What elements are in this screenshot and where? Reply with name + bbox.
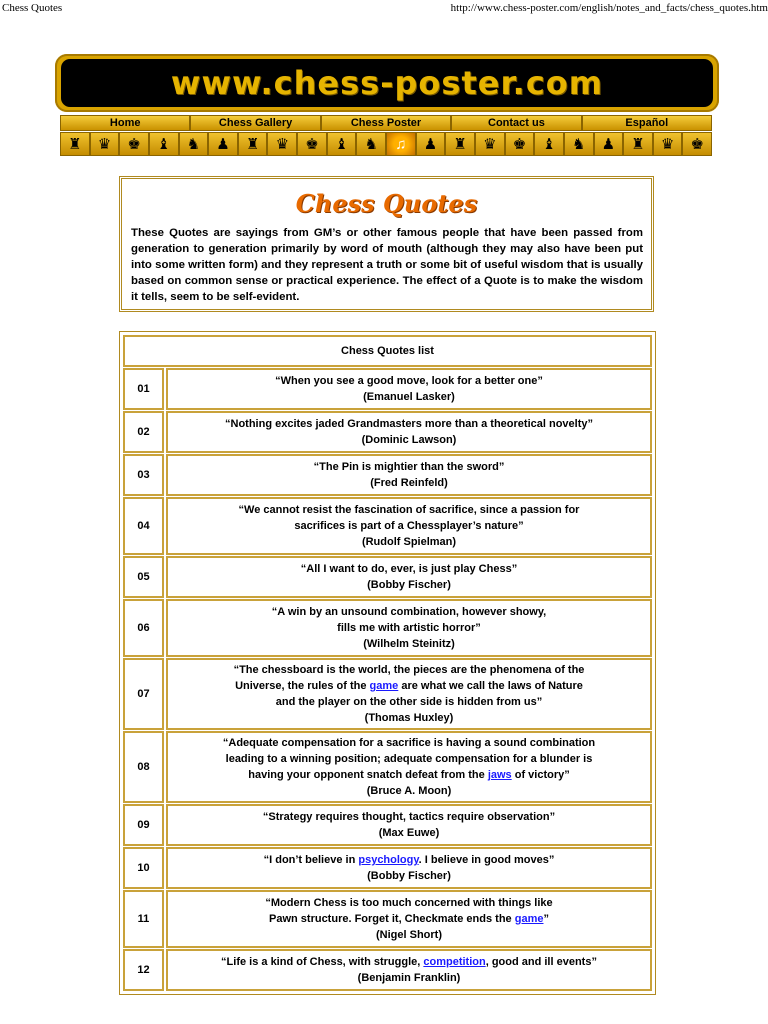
- quote-line-before: having your opponent snatch defeat from the: [248, 769, 488, 781]
- quote-row: [123, 804, 652, 846]
- quote-link[interactable]: competition: [423, 956, 486, 968]
- quote-row: [123, 556, 652, 598]
- quote-line-before: “Life is a kind of Chess, with struggle,: [221, 956, 424, 968]
- quote-link[interactable]: psychology: [358, 854, 419, 866]
- quote-text: [166, 949, 652, 991]
- chess-piece-icon[interactable]: ♛: [267, 132, 297, 156]
- quote-line-after: ”: [543, 913, 549, 925]
- quote-row: [123, 949, 652, 991]
- quote-text: [166, 556, 652, 598]
- quote-line-after: are what we call the laws of Nature: [398, 680, 583, 692]
- quote-line: [221, 954, 597, 970]
- quote-author: (Bruce A. Moon): [366, 785, 452, 797]
- chess-piece-icon[interactable]: ♞: [564, 132, 594, 156]
- quote-number: 02: [123, 411, 164, 453]
- chess-piece-icon[interactable]: ♟: [594, 132, 624, 156]
- quote-line: [248, 767, 570, 783]
- chess-piece-icon[interactable]: ♛: [475, 132, 505, 156]
- quote-number: 07: [123, 658, 164, 730]
- quote-text: [166, 890, 652, 948]
- page-title: Chess Quotes: [2, 2, 63, 14]
- quote-row: [123, 890, 652, 948]
- quote-line-before: Pawn structure. Forget it, Checkmate ends the: [269, 913, 515, 925]
- quote-text: [166, 497, 652, 555]
- quote-author: (Rudolf Spielman): [361, 536, 457, 548]
- quote-row: [123, 368, 652, 410]
- nav-chess-poster[interactable]: Chess Poster: [321, 115, 451, 131]
- quote-number: 10: [123, 847, 164, 889]
- quote-line: “Modern Chess is too much concerned with things like: [265, 897, 553, 909]
- quote-row: [123, 411, 652, 453]
- nav-home[interactable]: Home: [60, 115, 190, 131]
- quote-text: [166, 368, 652, 410]
- quote-line: “The Pin is mightier than the sword”: [313, 461, 505, 473]
- quote-author: (Benjamin Franklin): [357, 972, 461, 984]
- chess-piece-icon[interactable]: ♚: [119, 132, 149, 156]
- quote-text: [166, 658, 652, 730]
- quote-line: fills me with artistic horror”: [337, 622, 481, 634]
- intro-box: [119, 176, 654, 312]
- quote-number: 04: [123, 497, 164, 555]
- chess-piece-icon[interactable]: ♜: [238, 132, 268, 156]
- quote-text: [166, 411, 652, 453]
- quote-link[interactable]: jaws: [487, 769, 512, 781]
- quote-row: [123, 454, 652, 496]
- quotes-rows: [122, 368, 653, 991]
- quote-number: 11: [123, 890, 164, 948]
- chess-piece-icon[interactable]: ♜: [445, 132, 475, 156]
- chess-piece-icon[interactable]: ♚: [682, 132, 712, 156]
- quote-author: (Nigel Short): [376, 929, 442, 941]
- quote-author: (Bobby Fischer): [367, 579, 451, 591]
- quote-text: [166, 454, 652, 496]
- quote-author: (Dominic Lawson): [361, 434, 457, 446]
- page-url: http://www.chess-poster.com/english/notes_and_facts/chess_quotes.htm: [450, 2, 768, 14]
- quote-number: 03: [123, 454, 164, 496]
- quote-author: (Fred Reinfeld): [370, 477, 448, 489]
- quote-line: [269, 911, 549, 927]
- quote-line: “A win by an unsound combination, however showy,: [271, 606, 547, 618]
- nav-contact-us[interactable]: Contact us: [451, 115, 581, 131]
- quote-author: (Bobby Fischer): [367, 870, 451, 882]
- banner-inner: [61, 59, 713, 107]
- chess-piece-bar: [60, 132, 712, 156]
- quote-author: (Max Euwe): [378, 827, 440, 839]
- quote-number: 09: [123, 804, 164, 846]
- quote-line: “Strategy requires thought, tactics require observation”: [262, 811, 556, 823]
- chess-piece-icon[interactable]: ♜: [623, 132, 653, 156]
- quote-line: sacrifices is part of a Chessplayer’s nature”: [294, 520, 524, 532]
- chess-piece-icon[interactable]: ♛: [90, 132, 120, 156]
- chess-piece-icon[interactable]: ♝: [149, 132, 179, 156]
- music-icon[interactable]: ♫: [386, 132, 416, 156]
- browser-header: [0, 0, 768, 18]
- quote-line: leading to a winning position; adequate compensation for a blunder is: [225, 753, 593, 765]
- quote-line: “Adequate compensation for a sacrifice is having a sound combination: [222, 737, 596, 749]
- site-banner[interactable]: [55, 54, 719, 112]
- quote-line: “Nothing excites jaded Grandmasters more than a theoretical novelty”: [225, 418, 593, 430]
- quote-row: [123, 497, 652, 555]
- chess-piece-icon[interactable]: ♝: [534, 132, 564, 156]
- main-nav: [60, 115, 712, 131]
- quote-number: 08: [123, 731, 164, 803]
- quote-row: [123, 731, 652, 803]
- chess-piece-icon[interactable]: ♛: [653, 132, 683, 156]
- quote-text: [166, 599, 652, 657]
- quote-text: [166, 804, 652, 846]
- quote-row: [123, 599, 652, 657]
- quote-line-before: “I don’t believe in: [263, 854, 359, 866]
- chess-piece-icon[interactable]: ♟: [416, 132, 446, 156]
- quote-row: [123, 658, 652, 730]
- intro-text: These Quotes are sayings from GM’s or other famous people that have been passed from generation to generation primarily by word of mouth (although they may also have been put into some written form) and they represent a truth or some bit of useful wisdom that is usually based on common sense or practical experience. The effect of a Quote is to make the wisdom it tells, seem to be self-evident.: [131, 227, 643, 303]
- quote-text: [166, 731, 652, 803]
- quote-number: 05: [123, 556, 164, 598]
- quote-line: “When you see a good move, look for a better one”: [275, 375, 543, 387]
- nav-espanol[interactable]: Español: [582, 115, 712, 131]
- quote-line: [235, 678, 583, 694]
- nav-chess-gallery[interactable]: Chess Gallery: [190, 115, 320, 131]
- chess-piece-icon[interactable]: ♞: [356, 132, 386, 156]
- quotes-header: Chess Quotes list: [123, 335, 652, 367]
- chess-piece-icon[interactable]: ♟: [208, 132, 238, 156]
- quote-link[interactable]: game: [514, 913, 544, 925]
- quote-line-after: of victory”: [511, 769, 570, 781]
- chess-piece-icon[interactable]: ♞: [179, 132, 209, 156]
- quote-author: (Emanuel Lasker): [363, 391, 455, 403]
- chess-piece-icon[interactable]: ♝: [327, 132, 357, 156]
- quote-number: 12: [123, 949, 164, 991]
- intro-title: Chess Quotes: [295, 189, 478, 218]
- quote-line: and the player on the other side is hidden from us”: [275, 696, 543, 708]
- quote-author: (Wilhelm Steinitz): [363, 638, 455, 650]
- quote-line: “We cannot resist the fascination of sacrifice, since a passion for: [238, 504, 580, 516]
- quotes-table: [119, 331, 656, 995]
- quote-line-after: , good and ill events”: [485, 956, 597, 968]
- chess-piece-icon[interactable]: ♜: [60, 132, 90, 156]
- quote-number: 01: [123, 368, 164, 410]
- quote-line: [264, 852, 555, 868]
- quote-line: “The chessboard is the world, the pieces are the phenomena of the: [233, 664, 585, 676]
- site-logo-text: www.chess-poster.com: [170, 64, 604, 102]
- chess-piece-icon[interactable]: ♚: [505, 132, 535, 156]
- quote-number: 06: [123, 599, 164, 657]
- quote-text: [166, 847, 652, 889]
- quote-author: (Thomas Huxley): [364, 712, 454, 724]
- chess-piece-icon[interactable]: ♚: [297, 132, 327, 156]
- quote-line-before: Universe, the rules of the: [235, 680, 370, 692]
- quote-line-after: . I believe in good moves”: [418, 854, 555, 866]
- quote-line: “All I want to do, ever, is just play Chess”: [300, 563, 518, 575]
- quote-row: [123, 847, 652, 889]
- quote-link[interactable]: game: [369, 680, 399, 692]
